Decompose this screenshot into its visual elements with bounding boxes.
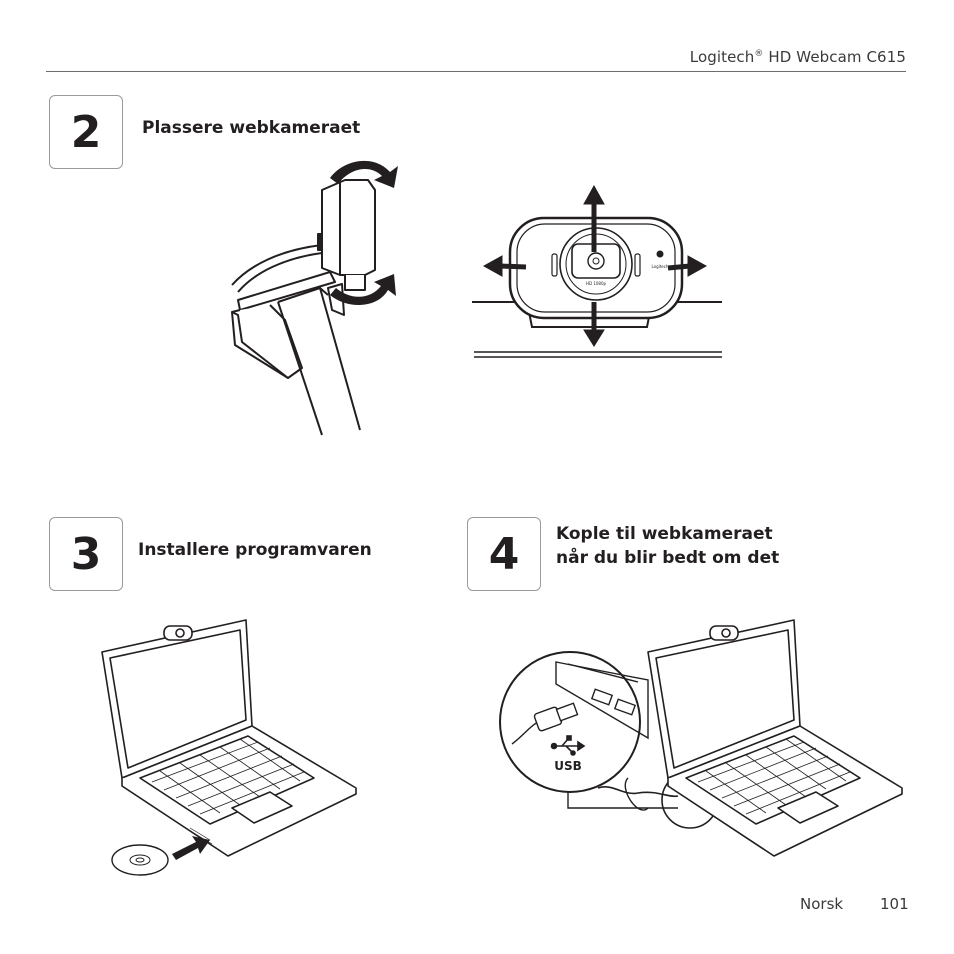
step-4-title-line-2: når du blir bedt om det	[556, 548, 780, 568]
step-3-number: 3	[70, 528, 102, 580]
step-4-title	[556, 522, 779, 570]
webcam-clip-mount-illustration	[210, 150, 410, 440]
step-2-number: 2	[70, 106, 102, 158]
step-4-number-box	[467, 517, 541, 591]
usb-label: USB	[554, 759, 582, 773]
step-4-title-line-1: Kople til webkameraet	[556, 524, 773, 544]
page-number: 101	[880, 895, 909, 913]
webcam-brand-label: Logitech	[651, 264, 669, 269]
step-2-number-box	[49, 95, 123, 169]
lens-label: HD 1080p	[585, 281, 607, 286]
step-4-number: 4	[488, 528, 520, 580]
footer-language: Norsk	[800, 895, 844, 913]
header-rule	[46, 71, 906, 72]
running-header	[690, 48, 906, 66]
step-3-number-box	[49, 517, 123, 591]
header-brand: Logitech	[689, 48, 755, 66]
laptop-usb-connect-illustration	[498, 618, 908, 868]
step-2-title: Plassere webkameraet	[142, 118, 361, 138]
webcam-front-view-illustration	[472, 182, 724, 362]
laptop-cd-install-illustration	[100, 618, 362, 880]
header-product: HD Webcam C615	[763, 48, 906, 66]
step-3-title: Installere programvaren	[138, 540, 372, 560]
registered-mark: ®	[754, 49, 764, 59]
